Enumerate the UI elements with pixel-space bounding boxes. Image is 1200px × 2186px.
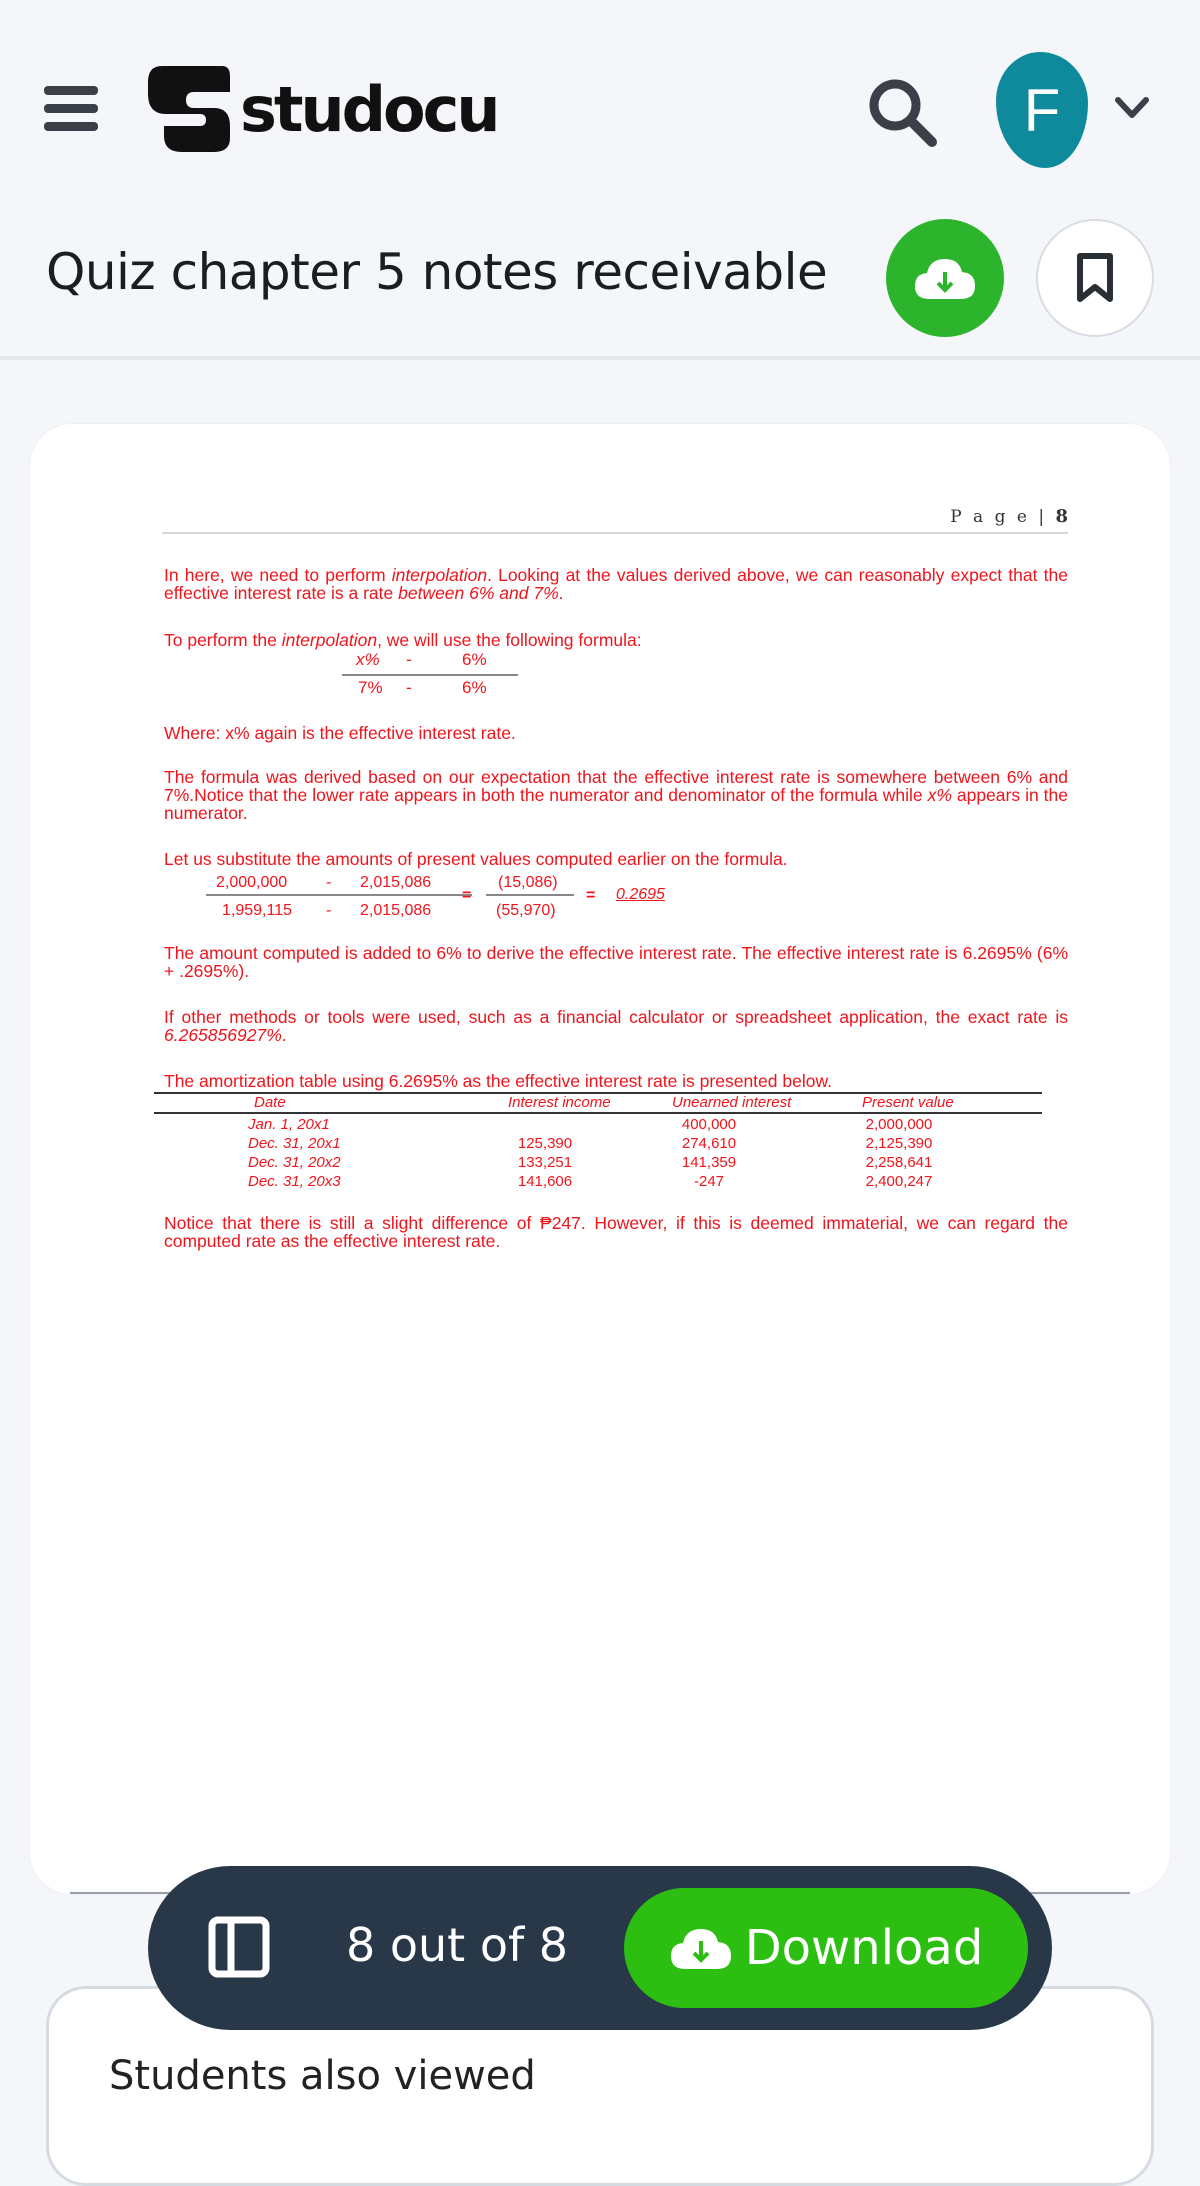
formula-numerator-right: 6% — [462, 650, 487, 669]
table-cell: 125,390 — [517, 1135, 573, 1152]
table-header-rule — [154, 1112, 1042, 1114]
table-cell: 141,606 — [517, 1173, 573, 1190]
table-header-cell: Date — [254, 1094, 286, 1111]
page-navigation-bar — [148, 1866, 1052, 2030]
table-cell: 2,000,000 — [865, 1116, 933, 1133]
menu-icon[interactable] — [44, 86, 98, 132]
f2-fraction-line — [206, 894, 472, 896]
table-cell: 2,258,641 — [865, 1154, 933, 1171]
sidebar-toggle-icon[interactable] — [208, 1916, 270, 1978]
document-title: Quiz chapter 5 notes receivable — [46, 243, 828, 301]
f2-num-a: 2,000,000 — [216, 874, 288, 891]
brand-name: studocu — [240, 72, 498, 146]
search-icon[interactable] — [862, 72, 942, 152]
table-cell: 2,400,247 — [865, 1173, 933, 1190]
paragraph-formula-explanation: The formula was derived based on our expectation that the effective interest rate is somewhere between 6% and 7%.Notice that the lower rate appears in both the numerator and denominator of the formula while x% appears in the numerator. — [164, 767, 1069, 823]
table-cell: Dec. 31, 20x2 — [248, 1154, 341, 1171]
document-page — [30, 424, 1170, 1894]
page-count: 8 out of 8 — [346, 1918, 569, 1972]
table-cell: 2,125,390 — [865, 1135, 933, 1152]
f2-mid-line — [486, 894, 574, 896]
download-pill-button[interactable] — [624, 1888, 1028, 2008]
bookmark-button[interactable] — [1036, 219, 1154, 337]
f2-mid-num: (15,086) — [498, 874, 558, 891]
formula-denominator-right: 6% — [462, 678, 487, 697]
f2-den-b: 2,015,086 — [360, 902, 432, 919]
table-cell: 400,000 — [681, 1116, 737, 1133]
top-navigation-bar — [0, 0, 1200, 215]
formula-fraction-line — [342, 674, 518, 676]
formula-denominator-left: 7% — [358, 678, 383, 697]
chevron-down-icon[interactable] — [1114, 94, 1150, 122]
paragraph-exact-rate: If other methods or tools were used, such as a financial calculator or spreadsheet application, the exact rate is 6.265856927%. — [164, 1007, 1068, 1045]
page-number — [950, 506, 1068, 527]
table-header-cell: Present value — [862, 1094, 954, 1111]
table-cell: 274,610 — [681, 1135, 737, 1152]
formula-numerator-left: x% — [356, 650, 380, 669]
f2-den-op: - — [326, 902, 332, 919]
f2-den-a: 1,959,115 — [222, 902, 292, 919]
header-divider — [0, 356, 1200, 360]
paragraph-formula-intro: To perform the interpolation, we will use the following formula: — [164, 630, 642, 650]
table-cell: 133,251 — [517, 1154, 573, 1171]
f2-result: 0.2695 — [616, 886, 665, 903]
cloud-download-icon — [913, 255, 977, 301]
f2-mid-den: (55,970) — [496, 902, 556, 919]
cloud-download-icon — [669, 1925, 733, 1971]
paragraph-interpolation-intro: In here, we need to perform interpolation. Looking at the values derived above, we can reasonably expect that the effective interest rate is a rate between 6% and 7%. — [164, 565, 1069, 603]
table-cell: Dec. 31, 20x1 — [248, 1135, 341, 1152]
paragraph-difference-note: Notice that there is still a slight difference of ₱247. However, if this is deemed immaterial, we can regard the computed rate as the effective interest rate. — [164, 1213, 1068, 1251]
table-header-cell: Unearned interest — [672, 1094, 792, 1111]
paragraph-result: The amount computed is added to 6% to derive the effective interest rate. The effective interest rate is 6.2695% (6% + .2695%). — [164, 943, 1068, 981]
f2-num-b: 2,015,086 — [360, 874, 432, 891]
formula-denominator-op: - — [406, 678, 412, 697]
paragraph-where: Where: x% again is the effective interest rate. — [164, 723, 516, 743]
avatar-initial: F — [1023, 76, 1061, 144]
table-cell: Dec. 31, 20x3 — [248, 1173, 341, 1190]
f2-num-op: - — [326, 874, 332, 891]
document-title-bar — [0, 215, 1200, 355]
f2-equals-2: = — [586, 887, 596, 904]
table-cell: -247 — [693, 1173, 725, 1190]
page-label: P a g e | — [950, 507, 1048, 527]
page-header — [162, 484, 1068, 534]
studocu-logo-icon — [142, 62, 234, 156]
students-also-viewed-title: Students also viewed — [109, 2053, 536, 2099]
table-cell: Jan. 1, 20x1 — [248, 1116, 330, 1133]
page-number-value: 8 — [1055, 506, 1068, 527]
download-button[interactable] — [886, 219, 1004, 337]
paragraph-substitute: Let us substitute the amounts of present values computed earlier on the formula. — [164, 849, 788, 869]
download-label: Download — [744, 1920, 984, 1976]
studocu-logo[interactable] — [142, 62, 498, 156]
table-header-cell: Interest income — [508, 1094, 611, 1111]
bookmark-icon — [1075, 252, 1115, 304]
avatar[interactable] — [996, 52, 1088, 168]
f2-equals-1: = — [462, 887, 472, 904]
table-cell: 141,359 — [681, 1154, 737, 1171]
formula-numerator-op: - — [406, 650, 412, 669]
paragraph-table-intro: The amortization table using 6.2695% as the effective interest rate is presented below. — [164, 1071, 832, 1091]
